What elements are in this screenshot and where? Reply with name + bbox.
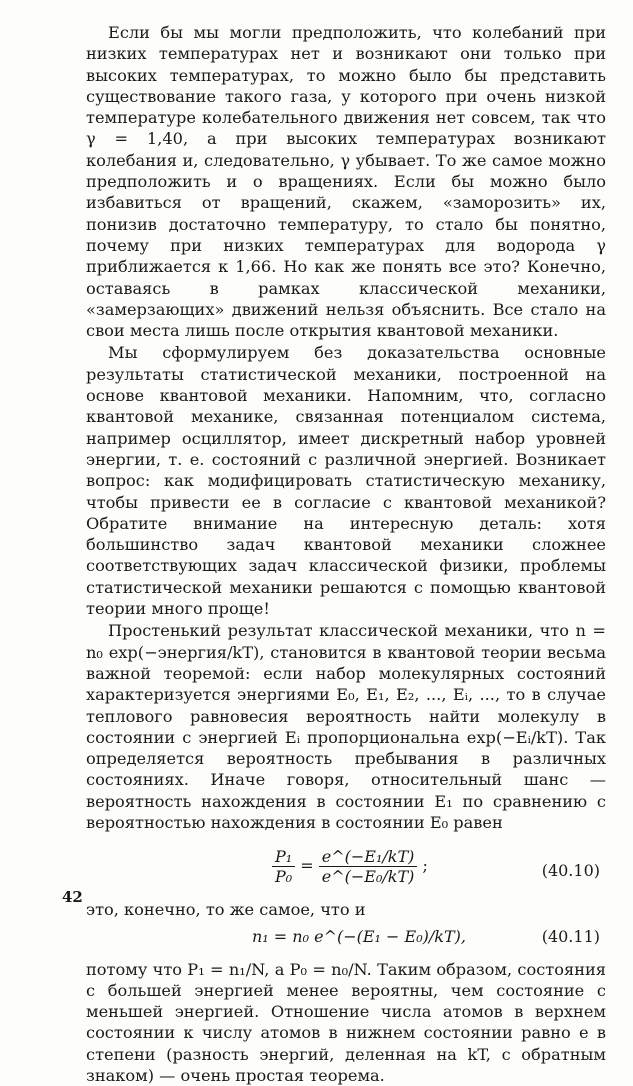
- equation-40-11-body: n₁ = n₀ e^(−(E₁ − E₀)/kT),: [252, 926, 466, 946]
- equation-number-40-10: (40.10): [541, 861, 600, 881]
- paragraph-quantum-statistics: Мы сформулируем без доказательства основные результаты статистической механики, построенной на основе квантовой механики. Напомним, что, согласно квантовой механике, связанная потенциалом система, например осциллятор, имеет дискретный набор уровней энергии, т. е. состояний с различной энергией. Возникает вопрос: как модифицировать статистическую механику, чтобы привести ее в согласие с квантовой механикой? Обратите внимание на интересную деталь: хотя большинство задач квантовой механики сложнее соответствующих задач классической физики, проблемы статистической механики решаются с помощью квантовой теории много проще!: [86, 343, 606, 619]
- paragraph-conclusion: потому что P₁ = n₁/N, а P₀ = n₀/N. Таким образом, состояния с большей энергией менее вероятны, чем состояние с меньшей энергией. Отношение числа атомов в верхнем состоянии к числу атомов в нижнем состоянии равно e в степени (разность энергий, деленная на kT, с обратным знаком) — очень простая теорема.: [86, 959, 606, 1086]
- paragraph-boltzmann-theorem: Простенький результат классической механики, что n = n₀ exp(−энергия/kT), становится в квантовой теории весьма важной теоремой: если набор молекулярных состояний характеризуется энергиями E₀, E₁, E₂, ..., Eᵢ, ..., то в случае теплового равновесия вероятность найти молекулу в состоянии с энергией Eᵢ пропорциональна exp(−Eᵢ/kT). Так определяется вероятность пребывания в различных состояниях. Иначе говоря, относительный шанс — вероятность нахождения в состоянии E₁ по сравнению с вероятностью нахождения в состоянии E₀ равен: [86, 621, 606, 832]
- paragraph-frozen-motions: Если бы мы могли предположить, что колебаний при низких температурах нет и возникают они только при высоких температурах, то можно было бы представить существование такого газа, у которого при очень низкой температуре колебательного движения нет совсем, так что γ = 1,40, а при высоких температурах возникают колебания и, следовательно, γ убывает. То же самое можно предположить и о вращениях. Если бы можно было избавиться от вращений, скажем, «заморозить» их, понизив достаточно температуру, то стало бы понятно, почему при низких температурах для водорода γ приближается к 1,66. Но как же понять все это? Конечно, оставаясь в рамках классической механики, «замерзающих» движений нельзя объяснить. Все стало на свои места лишь после открытия квантовой механики.: [86, 23, 606, 341]
- paragraph-between-equations: это, конечно, то же самое, что и: [86, 900, 366, 920]
- equation-lhs-fraction: [272, 847, 295, 886]
- equation-40-11: [86, 921, 606, 955]
- page-body: [86, 22, 606, 1086]
- equation-rhs-numerator: e^(−E₁/kT): [319, 847, 418, 867]
- equation-lhs-denominator: P₀: [275, 867, 293, 887]
- equation-rhs-denominator: e^(−E₀/kT): [321, 867, 415, 887]
- equation-lhs-numerator: P₁: [272, 847, 295, 867]
- equation-rhs-fraction: [319, 847, 418, 886]
- equation-number-40-11: (40.11): [541, 926, 600, 946]
- page-number: 42: [62, 888, 83, 906]
- equation-40-10: $\frac{\text{P₁}}{\text{P₀}}$ = $\frac{\text{e\textasciicircum{}(−E₁/kT)}}{\text{e\textasciicircum{}(−E₀/kT)}}$ ; (40.10): [86, 839, 606, 899]
